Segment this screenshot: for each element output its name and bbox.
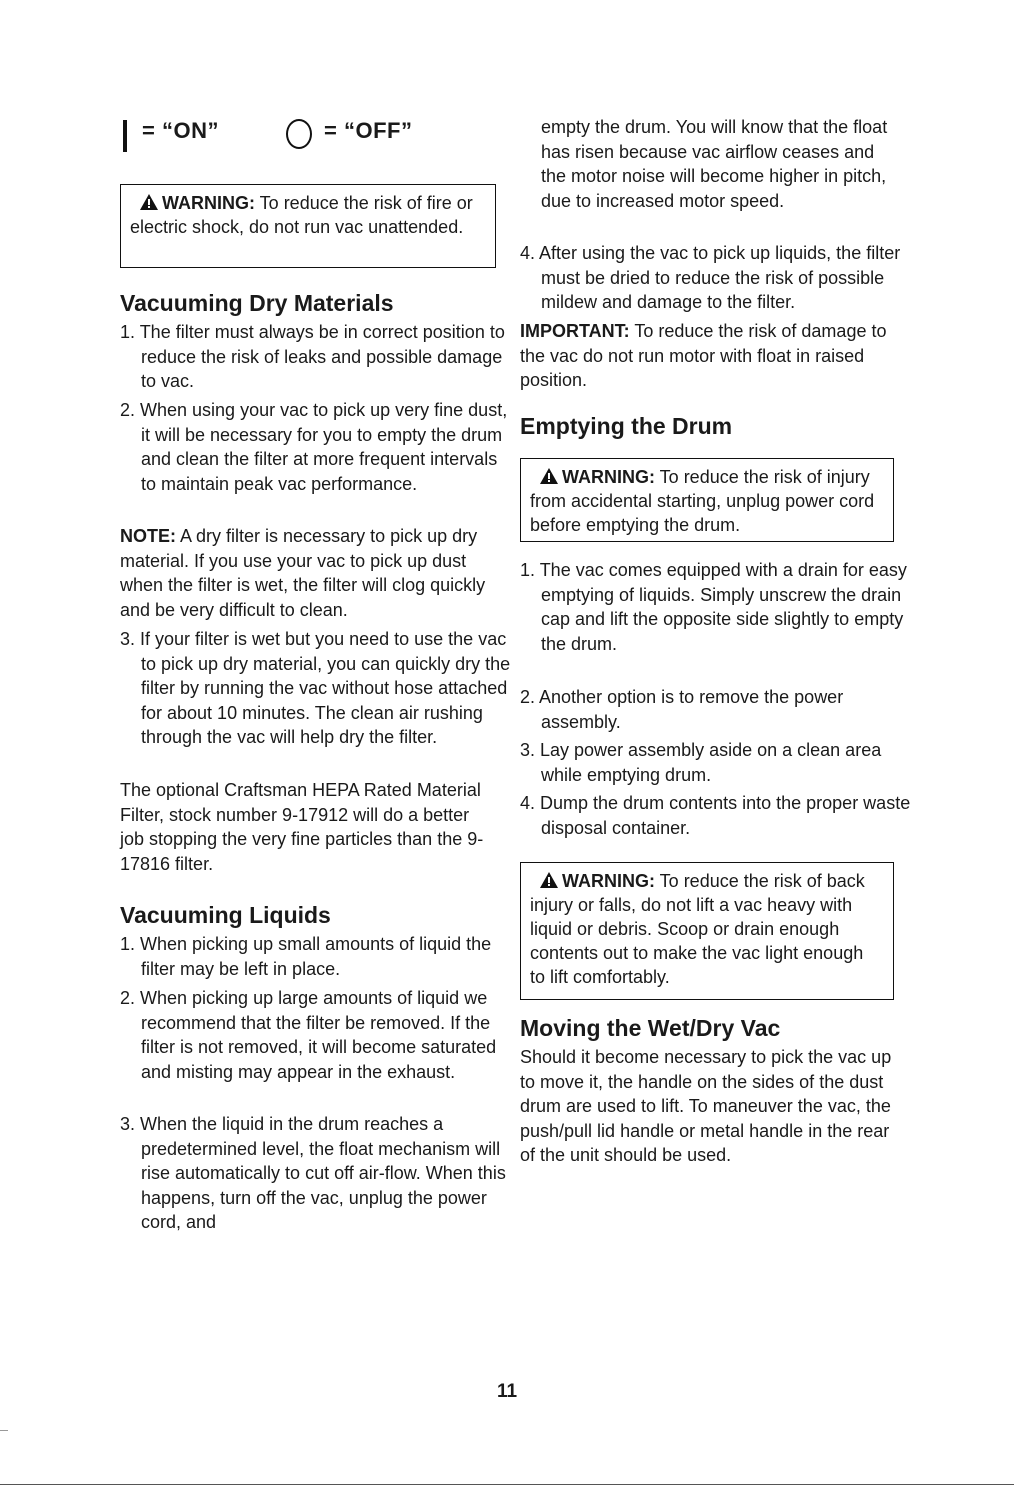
section-heading-moving-vac: Moving the Wet/Dry Vac [520,1015,781,1041]
warning-triangle-icon [140,194,158,210]
list-item: 1. The vac comes equipped with a drain for easy emptying of liquids. Simply unscrew the drain cap and lift the opposite side slightly to empty the drum. [520,560,907,654]
list-item: 3. Lay power assembly aside on a clean area while emptying drum. [520,740,882,785]
list-item: 4. After using the vac to pick up liquids, the filter must be dried to reduce the risk of possible mildew and damage to the filter. [520,243,901,312]
list-item: 2. When picking up large amounts of liquid we recommend that the filter be removed. If the filter is not removed, it will become saturated and misting may appear in the exhaust. [120,988,497,1082]
optional-filter-paragraph: The optional Craftsman HEPA Rated Material Filter, stock number 9-17912 will do a better job stopping the very fine particles than the 9-17816 filter. [120,780,484,874]
list-item: 2. When using your vac to pick up very fine dust, it will be necessary for you to empty the drum and clean the filter at more frequent intervals to maintain peak vac performance. [120,400,508,494]
note-label: NOTE: [120,526,176,546]
moving-paragraph: Should it become necessary to pick the vac up to move it, the handle on the sides of the dust drum are used to lift. To maneuver the vac, the push/pull lid handle or metal handle in the rear of the unit should be used. [520,1047,892,1165]
warning-label: WARNING: [562,467,655,487]
warning-box-unattended [120,184,496,268]
off-symbol-label: = “OFF” [324,118,413,143]
warning-box-accidental-start [520,458,894,542]
warning-triangle-icon [540,872,558,888]
warning-label: WARNING: [562,871,655,891]
section-heading-emptying-drum: Emptying the Drum [520,413,733,439]
margin-tick [0,1430,8,1431]
page-number: 11 [496,1381,518,1402]
warning-text: To reduce the risk of back injury or falls, do not lift a vac heavy with liquid or debris. Scoop or drain enough contents out to make the vac light enough to lift comfortably. [530,871,865,987]
power-symbols-legend [120,116,500,156]
important-label: IMPORTANT: [520,321,630,341]
on-symbol-label: = “ON” [142,118,219,143]
warning-label: WARNING: [162,193,255,213]
list-item-continued: empty the drum. You will know that the float has risen because vac airflow ceases and the motor noise will become higher in pitch, due to increased motor speed. [541,117,888,211]
note-paragraph [120,524,500,622]
warning-box-back-injury [520,862,894,1000]
section-heading-liquids: Vacuuming Liquids [120,902,331,928]
off-symbol-icon [286,119,312,149]
warning-text: To reduce the risk of injury from accidental starting, unplug power cord before emptying the drum. [530,467,875,535]
warning-text: To reduce the risk of fire or electric shock, do not run vac unattended. [130,193,473,237]
warning-triangle-icon [540,468,558,484]
list-item: 1. The filter must always be in correct position to reduce the risk of leaks and possible damage to vac. [120,322,505,391]
list-item: 3. When the liquid in the drum reaches a predetermined level, the float mechanism will rise automatically to cut off air-flow. When this happens, turn off the vac, unplug the power cord, and [120,1114,506,1232]
section-heading-dry-materials: Vacuuming Dry Materials [120,290,394,316]
list-item: 3. If your filter is wet but you need to use the vac to pick up dry material, you can quickly dry the filter by running the vac without hose attached for about 10 minutes. The clean air rushing through the vac will help dry the filter. [120,629,511,747]
list-item: 4. Dump the drum contents into the proper waste disposal container. [520,793,911,838]
note-text: A dry filter is necessary to pick up dry material. If you use your vac to pick up dust when the filter is wet, the filter will clog quickly and be very difficult to clean. [120,526,486,620]
list-item: 1. When picking up small amounts of liquid the filter may be left in place. [120,934,492,979]
on-symbol-icon [123,120,127,152]
important-paragraph [520,319,896,393]
bottom-rule [0,1484,1014,1485]
important-text: To reduce the risk of damage to the vac do not run motor with float in raised position. [520,321,887,390]
list-item: 2. Another option is to remove the power assembly. [520,687,844,732]
